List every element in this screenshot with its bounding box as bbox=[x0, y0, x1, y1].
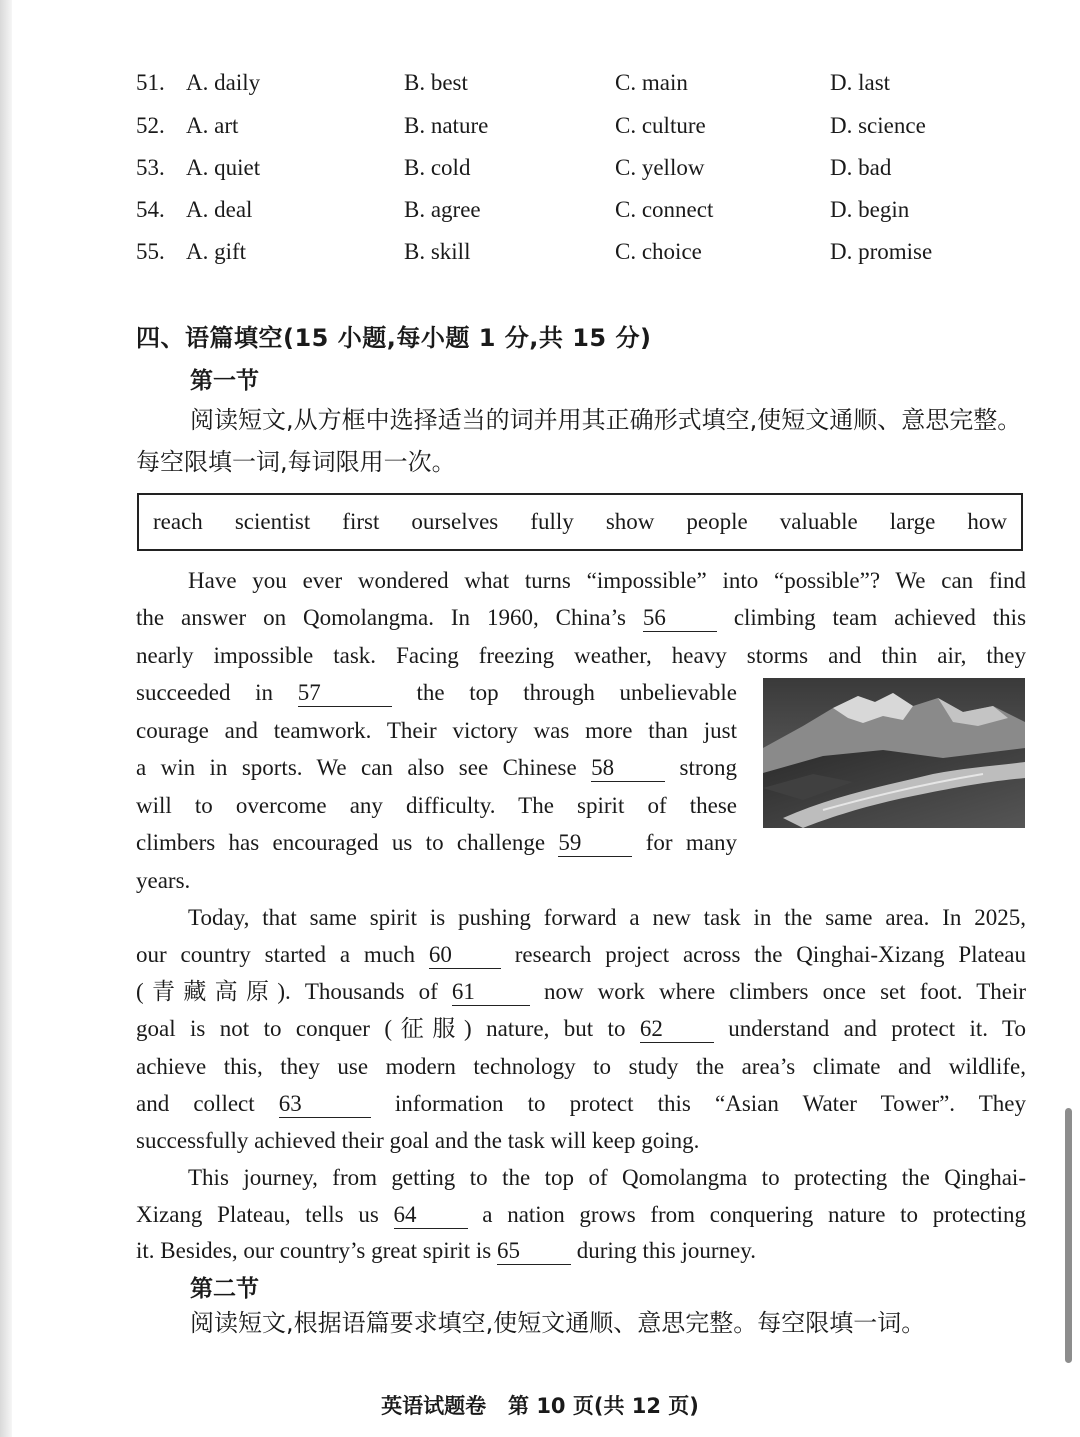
text-fragment: research project across the Qinghai-Xizang Plateau bbox=[514, 942, 1027, 967]
page-footer: 英语试题卷 第 10 页(共 12 页) bbox=[381, 1394, 699, 1418]
option-a: A. deal bbox=[186, 197, 253, 222]
option-d: D. promise bbox=[830, 239, 933, 264]
answer-blank-62[interactable]: 62 bbox=[640, 1016, 714, 1043]
answer-blank-58[interactable]: 58 bbox=[591, 755, 665, 782]
passage-line bbox=[136, 753, 737, 783]
option-b: B. best bbox=[404, 70, 468, 95]
text-fragment: a win in sports. We can also see Chinese bbox=[136, 755, 577, 780]
word-box-word: scientist bbox=[234, 509, 311, 534]
text-fragment: climbing team achieved this bbox=[733, 605, 1027, 630]
question-row-52 bbox=[136, 113, 996, 153]
option-c: C. connect bbox=[615, 197, 714, 222]
question-number: 55. bbox=[136, 239, 165, 264]
question-number: 54. bbox=[136, 197, 165, 222]
word-box-word: how bbox=[967, 509, 1007, 534]
option-b: B. nature bbox=[404, 113, 489, 138]
word-box-word: fully bbox=[530, 509, 574, 534]
option-d: D. bad bbox=[830, 155, 892, 180]
passage-line: nearly impossible task. Facing freezing weather, heavy storms and thin air, they bbox=[136, 643, 1026, 668]
option-a: A. art bbox=[186, 113, 239, 138]
word-box-word: large bbox=[889, 509, 936, 534]
word-box bbox=[137, 493, 1023, 551]
word-box-word: valuable bbox=[779, 509, 858, 534]
text-fragment: now work where climbers once set foot. Their bbox=[543, 979, 1027, 1004]
page-left-edge bbox=[0, 0, 12, 1437]
text-fragment: for many bbox=[645, 830, 738, 855]
option-d: D. begin bbox=[830, 197, 910, 222]
text-fragment: information to protect this “Asian Water Tower”. They bbox=[394, 1091, 1027, 1116]
section-title: 四、语篇填空(15 小题,每小题 1 分,共 15 分) bbox=[136, 324, 652, 352]
passage-line bbox=[136, 977, 1026, 1007]
text-fragment: strong bbox=[679, 755, 738, 780]
passage-line bbox=[136, 1014, 1026, 1044]
answer-blank-59[interactable]: 59 bbox=[558, 830, 632, 857]
passage-line bbox=[136, 828, 737, 858]
word-box-word: people bbox=[686, 509, 748, 534]
text-fragment: our country started a much bbox=[136, 942, 416, 967]
option-a: A. daily bbox=[186, 70, 261, 95]
text-fragment: a nation grows from conquering nature to protecting bbox=[482, 1202, 1027, 1227]
passage-line: years. bbox=[136, 868, 191, 893]
answer-blank-63[interactable]: 63 bbox=[279, 1091, 371, 1118]
answer-blank-60[interactable]: 60 bbox=[429, 942, 501, 969]
vertical-scrollbar[interactable] bbox=[1065, 1108, 1072, 1363]
text-fragment: the top through unbelievable bbox=[416, 680, 738, 705]
passage-line: This journey, from getting to the top of Qomolangma to protecting the Qinghai- bbox=[188, 1165, 1026, 1190]
part2-title: 第二节 bbox=[190, 1276, 259, 1302]
passage-line: Have you ever wondered what turns “impossible” into “possible”? We can find bbox=[188, 568, 1026, 593]
option-b: B. agree bbox=[404, 197, 481, 222]
option-c: C. main bbox=[615, 70, 688, 95]
text-fragment: understand and protect it. To bbox=[728, 1016, 1027, 1041]
option-a: A. gift bbox=[186, 239, 247, 264]
text-fragment: climbers has encouraged us to challenge bbox=[136, 830, 546, 855]
passage-line: will to overcome any difficulty. The spirit of these bbox=[136, 793, 737, 818]
text-fragment: during this journey. bbox=[576, 1238, 756, 1263]
answer-blank-56[interactable]: 56 bbox=[643, 605, 717, 632]
question-number: 52. bbox=[136, 113, 165, 138]
answer-blank-57[interactable]: 57 bbox=[298, 680, 392, 707]
part1-title: 第一节 bbox=[190, 368, 259, 394]
answer-blank-61[interactable]: 61 bbox=[452, 979, 530, 1006]
passage-line bbox=[136, 1089, 1026, 1119]
passage-line bbox=[136, 1236, 756, 1266]
option-a: A. quiet bbox=[186, 155, 261, 180]
text-fragment: Xizang Plateau, tells us bbox=[136, 1202, 379, 1227]
answer-blank-64[interactable]: 64 bbox=[394, 1202, 468, 1229]
passage-line: successfully achieved their goal and the task will keep going. bbox=[136, 1128, 700, 1153]
option-b: B. cold bbox=[404, 155, 471, 180]
option-c: C. culture bbox=[615, 113, 706, 138]
text-fragment: it. Besides, our country’s great spirit is bbox=[136, 1238, 492, 1263]
passage-line bbox=[136, 940, 1026, 970]
question-number: 53. bbox=[136, 155, 165, 180]
passage-line bbox=[136, 603, 1026, 633]
mountain-photo bbox=[763, 678, 1025, 828]
passage-line: courage and teamwork. Their victory was more than just bbox=[136, 718, 737, 743]
answer-blank-65[interactable]: 65 bbox=[497, 1238, 571, 1265]
question-row-54 bbox=[136, 197, 996, 237]
text-fragment: the answer on Qomolangma. In 1960, China’s bbox=[136, 605, 626, 630]
word-box-word: first bbox=[342, 509, 380, 534]
word-box-word: show bbox=[605, 509, 655, 534]
part1-instruction: 阅读短文,从方框中选择适当的词并用其正确形式填空,使短文通顺、意思完整。每空限填一词,每词限用一次。 bbox=[136, 406, 1022, 476]
passage-line: achieve this, they use modern technology to study the area’s climate and wildlife, bbox=[136, 1054, 1026, 1079]
option-b: B. skill bbox=[404, 239, 471, 264]
part2-instruction: 阅读短文,根据语篇要求填空,使短文通顺、意思完整。每空限填一词。 bbox=[190, 1309, 926, 1337]
option-d: D. last bbox=[830, 70, 891, 95]
passage-line: Today, that same spirit is pushing forward a new task in the same area. In 2025, bbox=[188, 905, 1026, 930]
question-row-51 bbox=[136, 70, 996, 110]
text-fragment: (青藏高原). Thousands of bbox=[136, 979, 438, 1004]
question-row-53 bbox=[136, 155, 996, 195]
word-box-word: reach bbox=[153, 509, 203, 534]
text-fragment: goal is not to conquer (征服) nature, but to bbox=[136, 1016, 626, 1041]
option-c: C. choice bbox=[615, 239, 702, 264]
option-d: D. science bbox=[830, 113, 926, 138]
passage-line bbox=[136, 678, 737, 708]
passage-line bbox=[136, 1200, 1026, 1230]
question-number: 51. bbox=[136, 70, 165, 95]
option-c: C. yellow bbox=[615, 155, 705, 180]
text-fragment: succeeded in bbox=[136, 680, 274, 705]
text-fragment: and collect bbox=[136, 1091, 255, 1116]
question-row-55 bbox=[136, 239, 996, 279]
word-box-word: ourselves bbox=[411, 509, 499, 534]
